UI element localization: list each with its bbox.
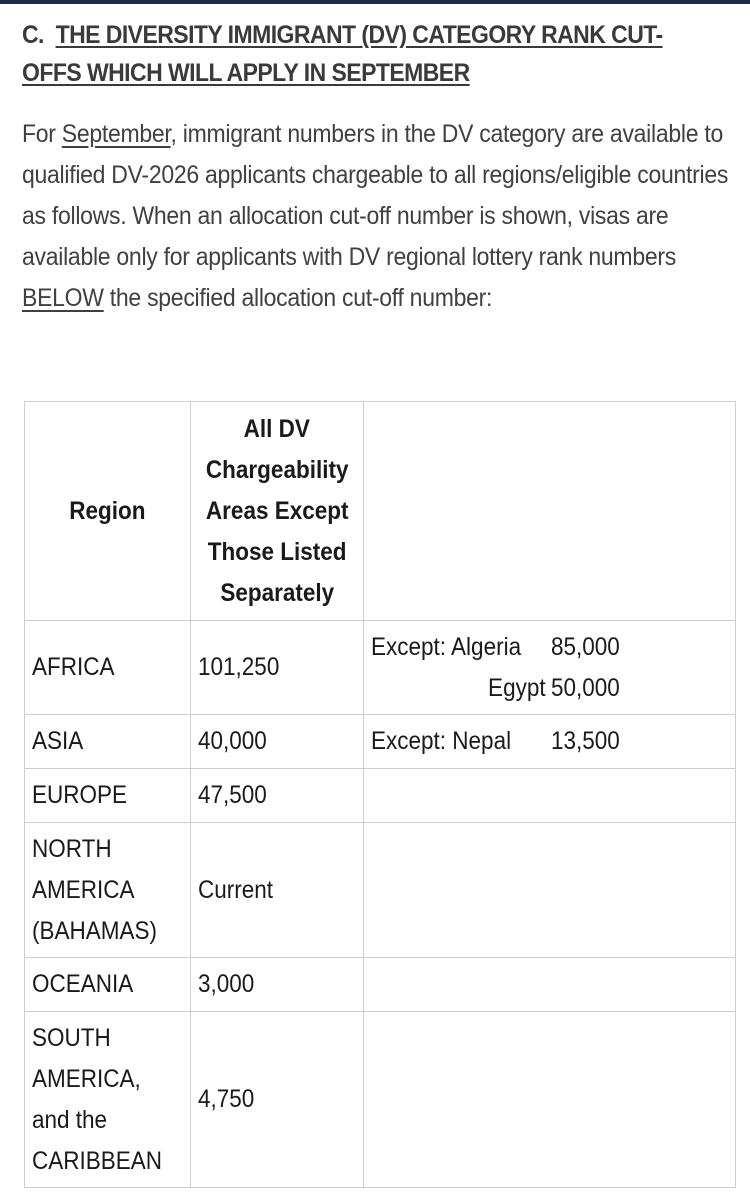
exception-country: Egypt bbox=[488, 673, 547, 702]
cutoff-value-cell bbox=[191, 1012, 364, 1188]
header-exceptions bbox=[364, 402, 736, 621]
region-name-line: AMERICA bbox=[32, 875, 135, 904]
cutoff-value: 101,250 bbox=[198, 653, 280, 681]
exception-line bbox=[371, 721, 728, 762]
section-title-line2: OFFS WHICH WILL APPLY IN SEPTEMBER bbox=[22, 59, 470, 87]
cutoff-value: 47,500 bbox=[198, 781, 267, 809]
cutoff-value-cell bbox=[191, 823, 364, 958]
region-name-line: ASIA bbox=[32, 727, 84, 755]
region-name-line: EUROPE bbox=[32, 781, 128, 809]
exception-country: Except: Nepal bbox=[371, 727, 512, 755]
header-all-dv-line: Those Listed bbox=[207, 537, 347, 566]
header-all-dv-line: Chargeability bbox=[205, 455, 349, 484]
exceptions-cell bbox=[364, 769, 736, 823]
intro-part3: the specified allocation cut-off number: bbox=[103, 284, 493, 312]
exceptions-cell bbox=[364, 1012, 736, 1188]
section-title-line1: THE DIVERSITY IMMIGRANT (DV) CATEGORY RANK CUT- bbox=[55, 21, 663, 49]
region-name-line: AFRICA bbox=[32, 653, 115, 681]
region-cell bbox=[25, 621, 191, 715]
header-all-dv-line: Separately bbox=[220, 578, 335, 607]
exception-value: 50,000 bbox=[551, 673, 621, 702]
exception-value: 13,500 bbox=[551, 727, 621, 755]
table-row bbox=[25, 769, 736, 823]
region-cell bbox=[25, 715, 191, 769]
intro-paragraph bbox=[22, 114, 730, 319]
table-row bbox=[25, 1012, 736, 1188]
header-region: Region bbox=[25, 402, 191, 621]
table-row bbox=[25, 958, 736, 1012]
region-name-line: and the bbox=[32, 1105, 108, 1134]
header-all-dv bbox=[191, 402, 364, 621]
region-cell bbox=[25, 958, 191, 1012]
dv-cutoff-table bbox=[24, 401, 736, 1188]
exceptions-cell bbox=[364, 958, 736, 1012]
table-row bbox=[25, 823, 736, 958]
cutoff-value-cell bbox=[191, 715, 364, 769]
article-content bbox=[22, 16, 737, 319]
section-heading bbox=[22, 16, 730, 92]
table-row bbox=[25, 715, 736, 769]
region-cell bbox=[25, 769, 191, 823]
region-cell bbox=[25, 823, 191, 958]
exceptions-cell bbox=[364, 715, 736, 769]
cutoff-value-cell bbox=[191, 958, 364, 1012]
cutoff-value: 3,000 bbox=[198, 970, 255, 998]
table-header-row bbox=[25, 402, 736, 621]
section-letter: C. bbox=[22, 21, 44, 49]
intro-part1: For bbox=[22, 120, 62, 148]
region-name-line: CARIBBEAN bbox=[32, 1146, 163, 1175]
exception-line bbox=[371, 627, 728, 668]
cutoff-value: Current bbox=[198, 875, 274, 904]
region-name-line: AMERICA, bbox=[32, 1064, 141, 1093]
header-all-dv-line: All DV bbox=[244, 414, 311, 443]
exceptions-cell bbox=[364, 621, 736, 715]
region-name-line: OCEANIA bbox=[32, 970, 134, 998]
intro-emphasis: BELOW bbox=[22, 284, 104, 312]
region-name-line: (BAHAMAS) bbox=[32, 916, 158, 945]
intro-part2: , immigrant numbers in the DV category are available to qualified DV-2026 applicants chargeable to all regions/eligible countries as follows. When an allocation cut-off number is shown, visas are available only for applicants with DV regional lottery rank numbers bbox=[22, 120, 729, 271]
cutoff-value: 40,000 bbox=[198, 727, 267, 755]
exceptions-cell bbox=[364, 823, 736, 958]
exception-value: 85,000 bbox=[551, 632, 621, 661]
exception-country: Except: Algeria bbox=[371, 632, 522, 661]
header-all-dv-line: Areas Except bbox=[205, 496, 349, 525]
intro-month: September bbox=[61, 120, 171, 148]
top-border-bar bbox=[0, 0, 750, 4]
region-name-line: SOUTH bbox=[32, 1023, 111, 1052]
region-cell bbox=[25, 1012, 191, 1188]
table-row bbox=[25, 621, 736, 715]
exception-line bbox=[371, 668, 728, 709]
cutoff-value-cell bbox=[191, 769, 364, 823]
cutoff-value: 4,750 bbox=[198, 1085, 255, 1113]
cutoff-value-cell bbox=[191, 621, 364, 715]
region-name-line: NORTH bbox=[32, 834, 112, 863]
